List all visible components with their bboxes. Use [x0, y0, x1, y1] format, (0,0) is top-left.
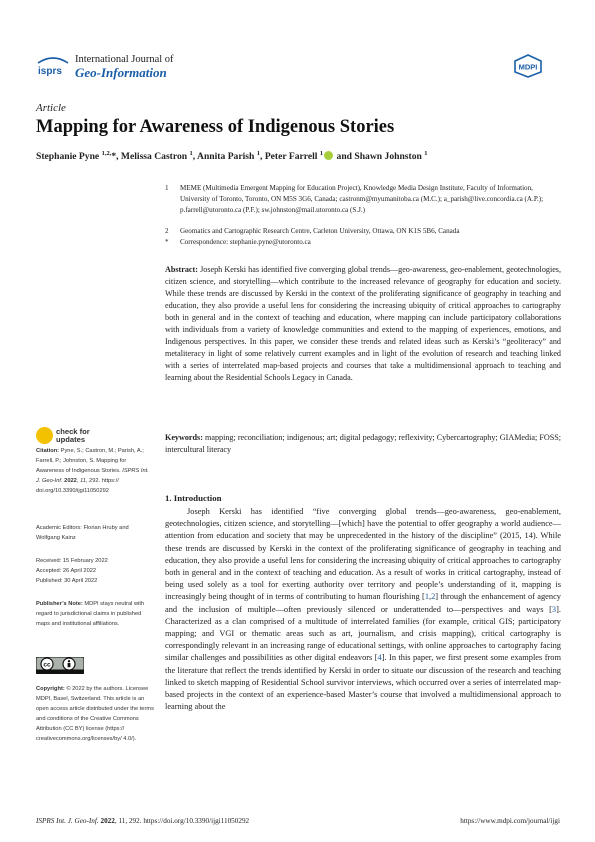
citation-doi[interactable]: , 292. https:// doi.org/10.3390/ijgi11050292	[36, 477, 119, 494]
affiliation	[165, 226, 561, 237]
cc-icon: cc	[43, 661, 51, 669]
citation-text: Pyne, S.; Castron, M.; Parish, A.; Farrell, P.; Johnston, S. Mapping for Awareness of Indigenous Stories.	[36, 448, 144, 474]
author-name[interactable]: Melissa Castron	[120, 151, 188, 163]
publisher-note-label: Publisher’s Note:	[36, 601, 83, 607]
journal-name-line1: International Journal of	[75, 54, 174, 65]
author-name[interactable]: Stephanie Pyne	[36, 151, 100, 163]
publisher-note-text: MDPI stays neutral with regard to jurisdictional claims in published maps and institutional affiliations.	[36, 601, 145, 627]
affiliation-text: Geomatics and Cartographic Research Centre, Carleton University, Ottawa, ON K1S 5B6, Canada	[180, 227, 460, 235]
svg-text:isprs: isprs	[38, 66, 62, 77]
copyright-block	[36, 685, 154, 744]
accepted-date: Accepted: 26 April 2022	[36, 567, 97, 574]
keywords-label: Keywords:	[165, 433, 203, 442]
section-heading: 1. Introduction	[165, 493, 222, 503]
citation-label: Citation:	[36, 448, 60, 454]
affiliation-mark: 1	[165, 184, 169, 192]
check-updates-label: check for updates	[56, 427, 90, 444]
footer-journal-url[interactable]: https://www.mdpi.com/journal/ijgi	[460, 817, 560, 825]
citation-link[interactable]: 4	[377, 653, 382, 663]
affiliation-mark: 2	[165, 227, 169, 235]
citation-journal: ISPRS Int. J. Geo-Inf.	[36, 467, 149, 484]
citation-link[interactable]: 2	[431, 592, 436, 602]
dates-block	[36, 557, 154, 587]
author-name[interactable]: Annita Parish	[197, 151, 255, 163]
svg-text:MDPI: MDPI	[518, 62, 538, 72]
footer-citation	[36, 817, 249, 825]
citation-year: 2022	[64, 477, 77, 484]
author-name[interactable]: Shawn Johnston	[354, 151, 422, 163]
cc-by-license-badge[interactable]	[36, 657, 84, 674]
correspondence-text: Correspondence: stephanie.pyne@utoronto.ca	[180, 238, 311, 246]
keywords-text: mapping; reconciliation; indigenous; art; digital pedagogy; reflexivity; Cybercartography; GIAMedia; FOSS; intercultural literacy	[165, 433, 562, 455]
orcid-icon[interactable]	[324, 151, 333, 160]
footer-journal: ISPRS Int. J. Geo-Inf.	[36, 817, 99, 825]
editors-text: Florian Hruby and Wolfgang Kainz	[36, 525, 129, 541]
article-title: Mapping for Awareness of Indigenous Stories	[36, 117, 395, 137]
journal-name-line2: Geo-Information	[75, 65, 167, 80]
affiliation-text: MEME (Multimedia Emergent Mapping for Education Project), Knowledge Media Design Institute, Faculty of Information, University of Toronto, Toronto, ON M5S 3G6, Canada; castronm@myumanitoba.ca (M.C.); a_parish@live.concordia.ca (A.P.); p.farrell@utoronto.ca (P.F.); sw.johnston@mail.utoronto.ca (S.J.)	[180, 184, 544, 214]
author-affiliation-mark: 1,2,	[101, 150, 112, 157]
mdpi-logo	[513, 54, 543, 78]
affiliation	[165, 183, 561, 215]
author-list: Stephanie Pyne $^{1,2,}$*, Melissa Castron $^1$, Annita Parish $^1$, Peter Farrell $^1$ and Shawn Johnston $^1$	[36, 150, 428, 163]
abstract-label: Abstract:	[165, 265, 198, 274]
author-name[interactable]: Peter Farrell	[264, 151, 318, 163]
copyright-text: © 2022 by the authors. Licensee MDPI, Basel, Switzerland. This article is an open access article distributed under the terms and conditions of the Creative Commons Attribution (CC BY) license (https:// creativecommons.org/licenses/by/ 4.0/).	[36, 686, 154, 742]
received-date: Received: 15 February 2022	[36, 558, 108, 564]
correspondence	[165, 237, 561, 248]
editors-label: Academic Editors:	[36, 525, 82, 531]
keywords	[165, 432, 561, 456]
publisher-note	[36, 600, 154, 630]
corresponding-mark: *	[111, 151, 117, 163]
author-affiliation-mark: 1	[319, 150, 324, 157]
academic-editors	[36, 524, 154, 544]
check-updates-icon	[36, 427, 53, 444]
citation-block: Citation: Pyne, S.; Castron, M.; Parish, A.; Farrell, P.; Johnston, S. Mapping for Awareness of Indigenous Stories. ISPRS Int. J. Geo-Inf. 2022, 11, 292. https:// doi.org/10.3390/ijgi11050292	[36, 448, 149, 494]
author-affiliation-mark: 1	[189, 150, 193, 157]
isprs-logo	[36, 55, 70, 77]
citation-link[interactable]: 1	[424, 592, 430, 602]
check-for-updates-button[interactable]	[36, 427, 156, 447]
introduction-paragraph: Joseph Kerski has identified “five converging global trends—geo-awareness, geo-enablement, geotechnologies, citizen science, and storytelling—[which] have the potential to offer geography a world audience—attention from education and society that may be unprecedented in the history of the discipline” (2015, 14). While these trends are discussed by Kerski in the context of the proliferating significance of geography in teaching and education, they also provide a useful lens for considering the increasing ubiquity of critical approaches to cartography both in general and in the context of teaching and education. As a result of works in critical cartography, instead of being used solely as a tool for exerting authority over territory and people’s understanding of it, mapping is increasingly being thought of in terms of contributing to human flourishing [1,2] through the enhancement of agency and the inclusion of multiple—often previously silenced or underattended to—perspectives and ways [3]. Characterized as a clan comprised of a multitude of interrelated families (for example, critical GIS; participatory mapping; and VGI or thematic areas such as art, journalism, and crisis mapping), critical cartography is correspondingly relevant in an increasing range of educational settings, with online approaches to cartography facing similar challenges and possibilities as other digital endeavors [4]. In this paper, we first present some examples from the literature that reflect the trends identified by Kerski in order to situate our discussion of the research and teaching linked to sketch mapping of Residential School survivor interviews, which occurred over a series of interrelated map-based projects in the context of an experience-based Master’s course that involved a multidimensional approach to learning about the	[165, 507, 561, 712]
published-date: Published: 30 April 2022	[36, 577, 98, 584]
author-affiliation-mark: 1	[424, 150, 428, 157]
author-affiliation-mark: 1	[256, 150, 261, 157]
footer-year: 2022	[100, 817, 115, 825]
footer-doi[interactable]: , 11, 292. https://doi.org/10.3390/ijgi11050292	[114, 817, 250, 825]
correspondence-mark: *	[165, 238, 169, 246]
citation-volume: 11	[79, 477, 86, 484]
article-type: Article	[36, 102, 66, 114]
abstract	[165, 264, 561, 384]
citation-link[interactable]: 3	[551, 604, 557, 614]
abstract-text: Joseph Kerski has identified five converging global trends—geo-awareness, geo-enablement, geotechnologies, citizen science, and storytelling—which contribute to the increased relevance of geography for education and society. While these trends are discussed by Kerski in the context of the proliferating significance of geography in teaching and education, they also provide a useful lens for considering the increasing ubiquity of critical approaches to cartography both in general and in the context of teaching and education, where mapping can include participatory collaborations with individuals from a variety of knowledge communities and extend to the mapping of experiences, emotions, and Indigenous perspectives. In this paper, we consider these trends and related ideas such as Kerski’s “geoliteracy” and metaliteracy in light of some relatively current examples and in light of the evolution of research and teaching linked with a series of interrelated map-based projects and courses that take a multidimensional approach to teaching and learning about the Residential Schools Legacy in Canada.	[165, 265, 561, 383]
copyright-label: Copyright:	[36, 686, 65, 692]
